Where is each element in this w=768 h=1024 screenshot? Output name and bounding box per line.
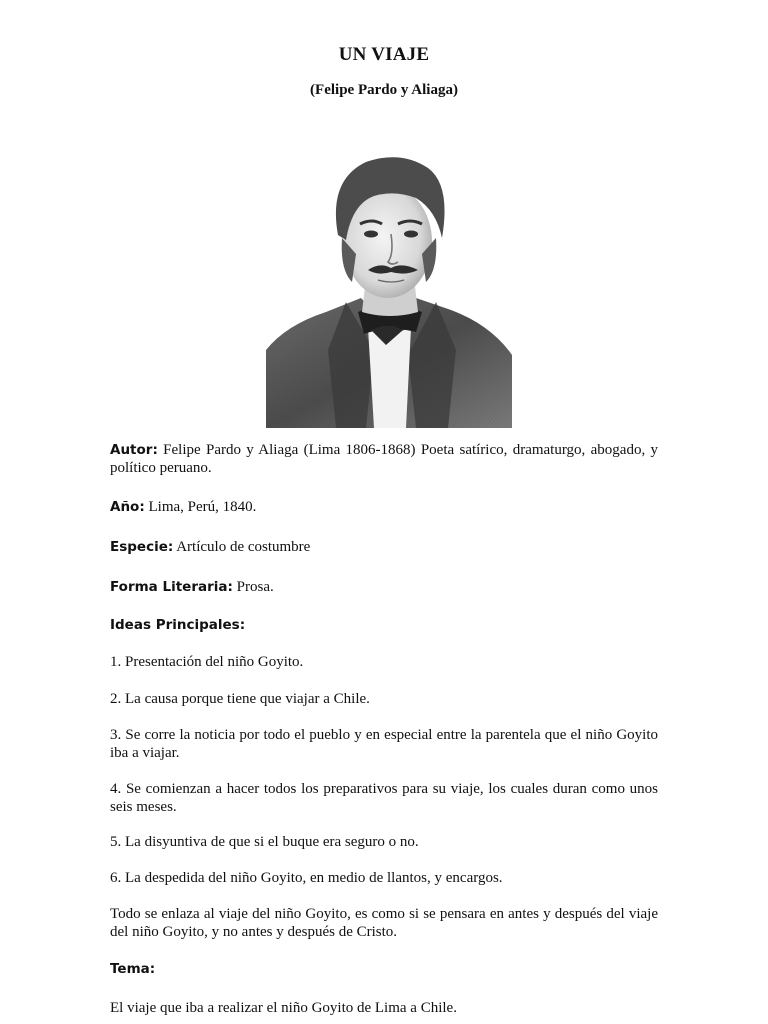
field-value: Prosa. bbox=[236, 579, 274, 595]
field-anio bbox=[110, 498, 658, 516]
document-title: UN VIAJE bbox=[338, 44, 430, 65]
document-subtitle: (Felipe Pardo y Aliaga) bbox=[310, 82, 458, 98]
list-item: 3. Se corre la noticia por todo el pueblo y en especial entre la parentela que el niño Goyito iba a viajar. bbox=[110, 727, 658, 761]
ideas-heading: Ideas Principales: bbox=[110, 617, 246, 633]
field-value: Artículo de costumbre bbox=[176, 539, 311, 555]
field-label: Autor: bbox=[110, 442, 158, 458]
list-item: 2. La causa porque tiene que viajar a Chile. bbox=[110, 691, 370, 707]
portrait-image bbox=[266, 150, 512, 428]
field-especie bbox=[110, 538, 658, 556]
tema-text: El viaje que iba a realizar el niño Goyito de Lima a Chile. bbox=[110, 1000, 457, 1016]
tema-heading: Tema: bbox=[110, 961, 156, 977]
field-label: Año: bbox=[110, 499, 145, 515]
field-label: Especie: bbox=[110, 539, 174, 555]
field-value: Felipe Pardo y Aliaga (Lima 1806-1868) Poeta satírico, dramaturgo, abogado, y político peruano. bbox=[110, 442, 659, 476]
list-item: 6. La despedida del niño Goyito, en medio de llantos, y encargos. bbox=[110, 870, 503, 886]
ideas-summary: Todo se enlaza al viaje del niño Goyito, es como si se pensara en antes y después del viaje del niño Goyito, y no antes y después de Cristo. bbox=[110, 906, 658, 940]
list-item: 1. Presentación del niño Goyito. bbox=[110, 654, 304, 670]
field-label: Forma Literaria: bbox=[110, 579, 233, 595]
field-autor bbox=[110, 441, 658, 477]
field-forma bbox=[110, 578, 658, 596]
field-value: Lima, Perú, 1840. bbox=[148, 499, 257, 515]
list-item: 5. La disyuntiva de que si el buque era seguro o no. bbox=[110, 834, 419, 850]
list-item: 4. Se comienzan a hacer todos los preparativos para su viaje, los cuales duran como unos seis meses. bbox=[110, 781, 658, 815]
